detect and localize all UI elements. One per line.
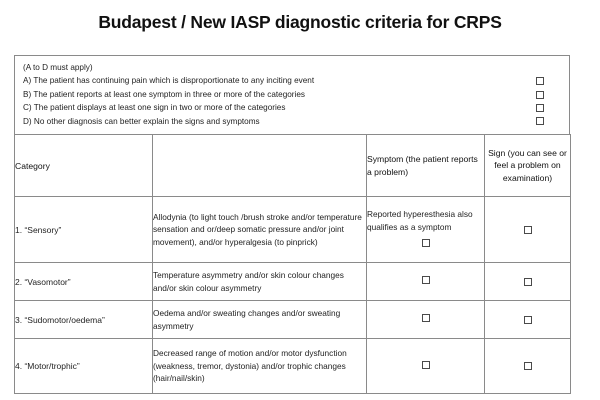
page-title: Budapest / New IASP diagnostic criteria for CRPS <box>98 12 502 32</box>
checkbox-sign-2[interactable] <box>524 278 532 286</box>
cell-symptom-3 <box>367 301 485 339</box>
criteria-checkbox-column <box>520 75 560 129</box>
table-header-row <box>15 135 571 197</box>
cell-symptom-1 <box>367 197 485 263</box>
table-row <box>15 197 571 263</box>
checkbox-criteria-b[interactable] <box>536 91 544 99</box>
cell-category-2: 2. “Vasomotor” <box>15 263 153 301</box>
criteria-box <box>14 55 570 134</box>
header-sign: Sign (you can see or feel a problem on examination) <box>485 135 571 197</box>
criteria-intro: (A to D must apply) <box>23 63 93 72</box>
cell-sign-1 <box>485 197 571 263</box>
checkbox-sign-3[interactable] <box>524 316 532 324</box>
checkbox-criteria-c[interactable] <box>536 104 544 112</box>
cell-description-3: Oedema and/or sweating changes and/or sweating asymmetry <box>153 301 367 339</box>
checkbox-criteria-a[interactable] <box>536 77 544 85</box>
cell-description-2: Temperature asymmetry and/or skin colour changes and/or skin colour asymmetry <box>153 263 367 301</box>
criteria-item-b: B) The patient reports at least one symptom in three or more of the categories <box>23 89 306 99</box>
checkbox-symptom-1[interactable] <box>422 239 430 247</box>
table-row <box>15 339 571 394</box>
checkbox-sign-4[interactable] <box>524 362 532 370</box>
cell-sign-4 <box>485 339 571 394</box>
cell-sign-3 <box>485 301 571 339</box>
cell-category-4: 4. “Motor/trophic” <box>15 339 153 394</box>
criteria-checkbox-row-d <box>520 115 560 128</box>
cell-description-4: Decreased range of motion and/or motor dysfunction (weakness, tremor, dystonia) and/or trophic changes (hair/nail/skin) <box>153 339 367 394</box>
checkbox-criteria-d[interactable] <box>536 117 544 125</box>
header-description <box>153 135 367 197</box>
cell-symptom-4 <box>367 339 485 394</box>
cell-category-1: 1. “Sensory” <box>15 197 153 263</box>
checkbox-symptom-2[interactable] <box>422 276 430 284</box>
cell-description-1: Allodynia (to light touch /brush stroke and/or temperature sensation and or/deep somatic pressure and/or joint movement), and/or hyperalgesia (to pinprick) <box>153 197 367 263</box>
table-row <box>15 263 571 301</box>
criteria-checkbox-row-a <box>520 75 560 88</box>
criteria-item-c: C) The patient displays at least one sign in two or more of the categories <box>23 103 286 113</box>
cell-category-3: 3. “Sudomotor/oedema” <box>15 301 153 339</box>
criteria-list <box>23 61 493 128</box>
criteria-checkbox-row-c <box>520 101 560 114</box>
criteria-item-a: A) The patient has continuing pain which is disproportionate to any inciting event <box>23 76 315 86</box>
symptom-note-1: Reported hyperesthesia also qualifies as a symptom <box>367 209 473 232</box>
checkbox-symptom-3[interactable] <box>422 314 430 322</box>
cell-symptom-2 <box>367 263 485 301</box>
criteria-checkbox-row-b <box>520 88 560 101</box>
symptom-checkbox-wrap-1 <box>367 238 484 251</box>
criteria-table <box>14 134 571 394</box>
header-symptom: Symptom (the patient reports a problem) <box>367 135 485 197</box>
cell-sign-2 <box>485 263 571 301</box>
checkbox-sign-1[interactable] <box>524 226 532 234</box>
table-row <box>15 301 571 339</box>
checkbox-symptom-4[interactable] <box>422 361 430 369</box>
header-category: Category <box>15 135 153 197</box>
criteria-item-d: D) No other diagnosis can better explain the signs and symptoms <box>23 116 260 126</box>
